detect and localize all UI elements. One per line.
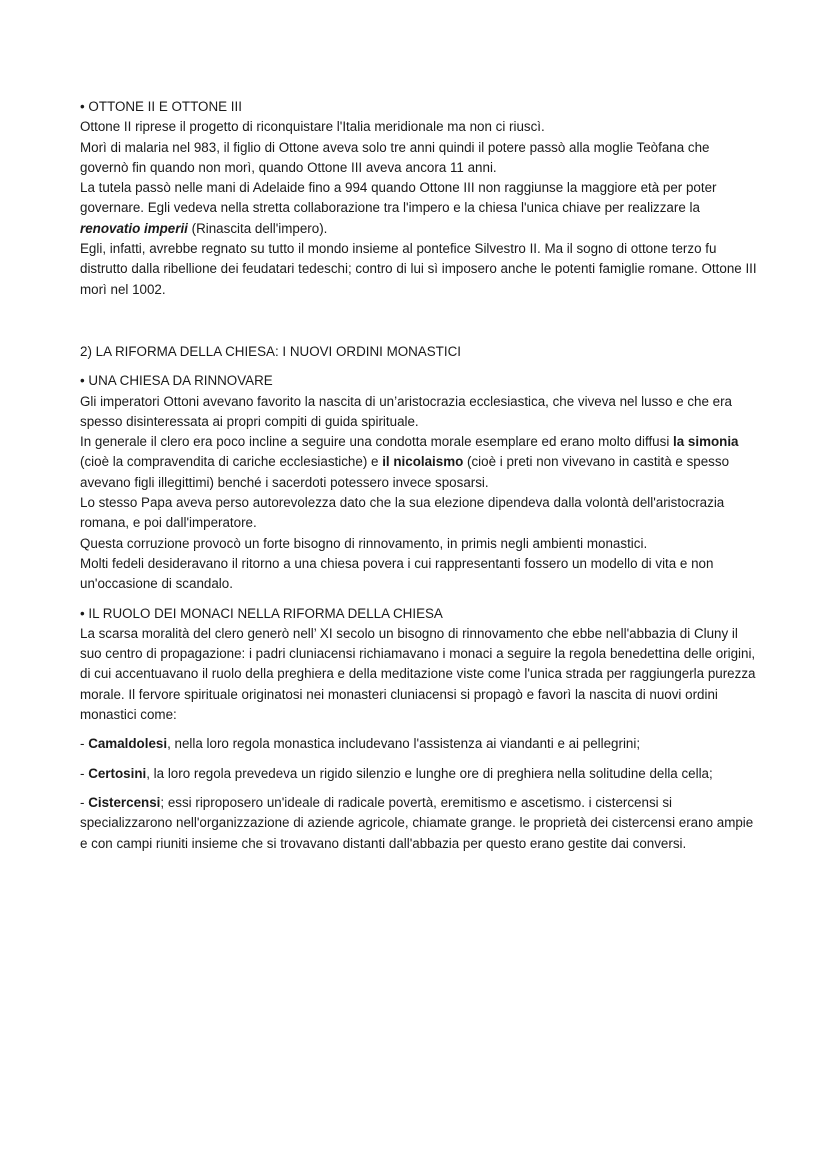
spacer	[80, 595, 760, 604]
order-item-cistercensi	[80, 793, 760, 854]
simonia-term: la simonia	[673, 434, 739, 450]
paragraph	[80, 432, 760, 493]
text-span: (Rinascita dell'impero).	[187, 220, 328, 236]
spacer	[80, 362, 760, 371]
text-span: In generale il clero era poco incline a seguire una condotta morale esemplare ed erano molto diffusi	[80, 434, 674, 450]
paragraph: La scarsa moralità del clero generò nell’ XI secolo un bisogno di rinnovamento che ebbe nell'abbazia di Cluny il suo centro di propagazione: i padri cluniacensi richiamavano i monaci a seguire la regola benedettina delle origini, di cui accentuavano il ruolo della preghiera e della meditazione viste come l'unica strada per raggiungerla purezza morale. Il fervore spirituale originatosi nei monasteri cluniacensi si propagò e favorì la nascita di nuovi ordini monastici come:	[80, 625, 756, 723]
list-dash: -	[80, 794, 89, 810]
paragraph-line	[80, 178, 760, 239]
order-name: Cistercensi	[88, 794, 161, 810]
spacer	[80, 300, 760, 342]
section-title-riforma: 2) LA RIFORMA DELLA CHIESA: I NUOVI ORDINI MONASTICI	[80, 343, 461, 359]
order-text: ; essi riproposero un'ideale di radicale povertà, eremitismo e ascetismo. i cistercensi si specializzarono nell'organizzazione di aziende agricole, chiamate grange. le proprietà dei cistercensi erano ampie e con campi riuniti insieme che si trovavano distanti dall'abbazia per questo erano gestite dai conversi.	[80, 794, 754, 851]
renovatio-imperii-term: renovatio imperii	[80, 220, 188, 236]
list-dash: -	[80, 736, 89, 752]
paragraph: Lo stesso Papa aveva perso autorevolezza dato che la sua elezione dipendeva dalla volontà dell'aristocrazia romana, e poi dall'imperatore.	[80, 495, 725, 531]
list-dash: -	[80, 765, 89, 781]
subsection-heading-monaci: • IL RUOLO DEI MONACI NELLA RIFORMA DELLA CHIESA	[80, 605, 443, 621]
order-text: , la loro regola prevedeva un rigido silenzio e lunghe ore di preghiera nella solitudine della cella;	[146, 765, 713, 781]
order-item-camaldolesi	[80, 734, 760, 754]
paragraph: Molti fedeli desideravano il ritorno a una chiesa povera i cui rappresentanti fossero un modello di vita e non un'occasione di scandalo.	[80, 555, 714, 592]
spacer	[80, 755, 760, 764]
subsection-heading-chiesa: • UNA CHIESA DA RINNOVARE	[80, 373, 273, 389]
paragraph: Gli imperatori Ottoni avevano favorito la nascita di un’aristocrazia ecclesiastica, che viveva nel lusso e che era spesso disinteressata ai propri compiti di guida spirituale.	[80, 393, 732, 429]
order-name: Certosini	[88, 765, 147, 781]
section-heading-ottone: • OTTONE II E OTTONE III	[80, 99, 242, 114]
text-span: (cioè i preti non vivevano in castità e spesso avevano figli illegittimi) benché i sacerdoti potessero invece sposarsi.	[80, 454, 730, 490]
nicolaismo-term: il nicolaismo	[382, 454, 464, 470]
paragraph-line: Morì di malaria nel 983, il figlio di Ottone aveva solo tre anni quindi il potere passò alla moglie Teòfana che governò fin quando non morì, quando Ottone III aveva ancora 11 anni.	[80, 139, 710, 175]
order-text: , nella loro regola monastica includevano l'assistenza ai viandanti e ai pellegrini;	[167, 736, 641, 752]
paragraph: Questa corruzione provocò un forte bisogno di rinnovamento, in primis negli ambienti monastici.	[80, 535, 648, 551]
paragraph-line: Ottone II riprese il progetto di riconquistare l'Italia meridionale ma non ci riuscì.	[80, 119, 545, 135]
document-content	[80, 97, 760, 854]
order-item-certosini	[80, 764, 760, 784]
text-span: La tutela passò nelle mani di Adelaide fino a 994 quando Ottone III non raggiunse la maggiore età per poter governare. Egli vedeva nella stretta collaborazione tra l'impero e la chiesa l'unica chiave per realizzare la	[80, 180, 717, 216]
order-name: Camaldolesi	[88, 736, 168, 752]
spacer	[80, 784, 760, 793]
paragraph-line: Egli, infatti, avrebbe regnato su tutto il mondo insieme al pontefice Silvestro II. Ma il sogno di ottone terzo fu distrutto dalla ribellione dei feudatari tedeschi; contro di lui sì imposero anche le potenti famiglie romane. Ottone III morì nel 1002.	[80, 241, 757, 297]
text-span: (cioè la compravendita di cariche ecclesiastiche) e	[80, 454, 383, 470]
spacer	[80, 725, 760, 734]
